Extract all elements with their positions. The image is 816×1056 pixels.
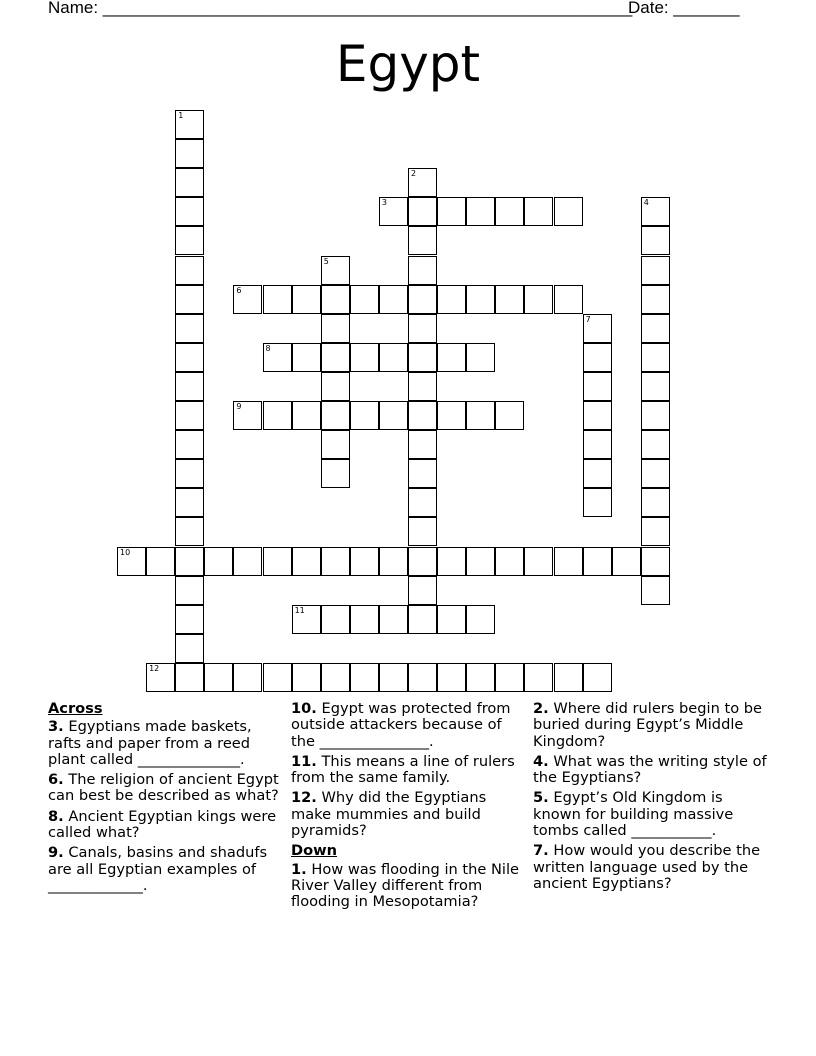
clue-number-label: 11. <box>291 752 317 770</box>
grid-cell[interactable] <box>350 663 379 692</box>
clue-number: 8 <box>265 343 271 353</box>
grid-cell[interactable] <box>408 547 437 576</box>
grid-cell[interactable] <box>146 663 175 692</box>
grid-cell[interactable] <box>350 285 379 314</box>
grid-cell[interactable] <box>379 343 408 372</box>
grid-cell[interactable] <box>175 197 204 226</box>
clue-item <box>291 862 527 911</box>
clue-item <box>291 790 527 839</box>
grid-cell[interactable] <box>641 576 670 605</box>
clue-text: Why did the Egyptians make mummies and build pyramids? <box>291 789 487 840</box>
grid-cell[interactable] <box>583 372 612 401</box>
grid-cell[interactable] <box>495 401 524 430</box>
grid-cell[interactable] <box>321 663 350 692</box>
clue-text: How was flooding in the Nile River Valley different from flooding in Mesopotamia? <box>291 860 519 911</box>
grid-cell[interactable] <box>233 663 262 692</box>
grid-cell[interactable] <box>524 663 553 692</box>
grid-cell[interactable] <box>466 401 495 430</box>
clue-item <box>48 809 284 842</box>
grid-cell[interactable] <box>554 197 583 226</box>
clue-text: Egypt was protected from outside attackers because of the _______________. <box>291 700 511 750</box>
grid-cell[interactable] <box>204 547 233 576</box>
grid-cell[interactable] <box>292 547 321 576</box>
grid-cell[interactable] <box>583 314 612 343</box>
grid-cell[interactable] <box>175 517 204 546</box>
grid-cell[interactable] <box>495 285 524 314</box>
grid-cell[interactable] <box>554 663 583 692</box>
grid-cell[interactable] <box>321 547 350 576</box>
grid-cell[interactable] <box>321 401 350 430</box>
clue-number-label: 1. <box>291 860 307 878</box>
grid-cell[interactable] <box>175 168 204 197</box>
grid-cell[interactable] <box>408 488 437 517</box>
grid-cell[interactable] <box>466 663 495 692</box>
grid-cell[interactable] <box>583 547 612 576</box>
grid-cell[interactable] <box>175 576 204 605</box>
grid-cell[interactable] <box>175 110 204 139</box>
clue-number: 4 <box>643 198 649 208</box>
clue-text: Where did rulers begin to be buried during Egypt’s Middle Kingdom? <box>533 700 763 750</box>
grid-cell[interactable] <box>379 663 408 692</box>
grid-cell[interactable] <box>408 401 437 430</box>
grid-cell[interactable] <box>641 401 670 430</box>
grid-cell[interactable] <box>379 285 408 314</box>
grid-cell[interactable] <box>641 226 670 255</box>
grid-cell[interactable] <box>175 256 204 285</box>
grid-cell[interactable] <box>641 372 670 401</box>
grid-cell[interactable] <box>524 285 553 314</box>
grid-cell[interactable] <box>175 634 204 663</box>
grid-cell[interactable] <box>641 343 670 372</box>
clue-number-label: 2. <box>533 700 549 717</box>
grid-cell[interactable] <box>146 547 175 576</box>
grid-cell[interactable] <box>292 605 321 634</box>
grid-cell[interactable] <box>175 343 204 372</box>
grid-cell[interactable] <box>379 197 408 226</box>
grid-cell[interactable] <box>466 343 495 372</box>
grid-cell[interactable] <box>321 256 350 285</box>
grid-cell[interactable] <box>292 401 321 430</box>
grid-cell[interactable] <box>321 314 350 343</box>
grid-cell[interactable] <box>175 314 204 343</box>
grid-cell[interactable] <box>554 285 583 314</box>
clue-number-label: 3. <box>48 718 64 736</box>
clue-number-label: 7. <box>533 842 549 860</box>
clue-section-heading: Across <box>48 700 103 717</box>
grid-cell[interactable] <box>292 285 321 314</box>
grid-cell[interactable] <box>641 430 670 459</box>
grid-cell[interactable] <box>495 547 524 576</box>
clue-number-label: 6. <box>48 771 64 789</box>
grid-cell[interactable] <box>408 517 437 546</box>
grid-cell[interactable] <box>641 547 670 576</box>
clue-text: This means a line of rulers from the same family. <box>291 752 515 787</box>
grid-cell[interactable] <box>641 314 670 343</box>
grid-cell[interactable] <box>233 547 262 576</box>
grid-cell[interactable] <box>437 663 466 692</box>
grid-cell[interactable] <box>524 547 553 576</box>
grid-cell[interactable] <box>379 401 408 430</box>
grid-cell[interactable] <box>408 459 437 488</box>
grid-cell[interactable] <box>292 663 321 692</box>
grid-cell[interactable] <box>321 372 350 401</box>
clue-text: What was the writing style of the Egyptians? <box>533 752 767 787</box>
grid-cell[interactable] <box>641 488 670 517</box>
grid-cell[interactable] <box>437 285 466 314</box>
grid-cell[interactable] <box>408 168 437 197</box>
grid-cell[interactable] <box>263 343 292 372</box>
grid-cell[interactable] <box>175 663 204 692</box>
clue-number: 3 <box>381 198 387 208</box>
grid-cell[interactable] <box>495 663 524 692</box>
grid-cell[interactable] <box>641 459 670 488</box>
grid-cell[interactable] <box>408 314 437 343</box>
grid-cell[interactable] <box>583 459 612 488</box>
grid-cell[interactable] <box>554 547 583 576</box>
grid-cell[interactable] <box>379 605 408 634</box>
clue-number: 9 <box>236 402 242 411</box>
grid-cell[interactable] <box>204 663 233 692</box>
clues-column-1 <box>48 701 284 898</box>
grid-cell[interactable] <box>408 285 437 314</box>
clue-text: Ancient Egyptian kings were called what? <box>48 807 277 842</box>
grid-cell[interactable] <box>437 197 466 226</box>
grid-cell[interactable] <box>466 547 495 576</box>
clue-item <box>533 701 769 750</box>
grid-cell[interactable] <box>641 517 670 546</box>
grid-cell[interactable] <box>495 197 524 226</box>
grid-cell[interactable] <box>175 459 204 488</box>
clue-number: 11 <box>294 605 305 615</box>
grid-cell[interactable] <box>408 605 437 634</box>
grid-cell[interactable] <box>263 547 292 576</box>
grid-cell[interactable] <box>321 459 350 488</box>
grid-cell[interactable] <box>408 226 437 255</box>
clue-number: 12 <box>149 663 160 673</box>
grid-cell[interactable] <box>583 401 612 430</box>
grid-cell[interactable] <box>437 343 466 372</box>
grid-cell[interactable] <box>175 488 204 517</box>
clue-number-label: 10. <box>291 700 317 717</box>
clue-number-label: 5. <box>533 789 549 807</box>
grid-cell[interactable] <box>583 343 612 372</box>
page-title: Egypt <box>335 35 481 93</box>
clue-number: 2 <box>411 169 417 179</box>
grid-cell[interactable] <box>408 576 437 605</box>
grid-cell[interactable] <box>641 197 670 226</box>
grid-cell[interactable] <box>641 256 670 285</box>
grid-cell[interactable] <box>175 605 204 634</box>
clue-number: 5 <box>323 256 329 266</box>
grid-cell[interactable] <box>466 605 495 634</box>
clue-item <box>533 790 769 839</box>
clue-text: Canals, basins and shadufs are all Egyptian examples of _____________. <box>48 844 268 894</box>
grid-cell[interactable] <box>437 605 466 634</box>
clue-number-label: 4. <box>533 752 549 770</box>
clue-number-label: 8. <box>48 807 64 825</box>
grid-cell[interactable] <box>321 430 350 459</box>
clues-column-3 <box>533 701 769 896</box>
grid-cell[interactable] <box>583 488 612 517</box>
clue-item <box>533 843 769 892</box>
clue-number: 10 <box>120 547 131 557</box>
clue-item <box>291 701 527 750</box>
grid-cell[interactable] <box>175 139 204 168</box>
clue-item <box>48 719 284 768</box>
grid-cell[interactable] <box>408 372 437 401</box>
grid-cell[interactable] <box>437 401 466 430</box>
grid-cell[interactable] <box>408 256 437 285</box>
clue-item <box>533 754 769 787</box>
name-label: Name: <box>48 0 103 17</box>
clue-text: How would you describe the written language used by the ancient Egyptians? <box>533 842 761 892</box>
grid-cell[interactable] <box>641 285 670 314</box>
grid-cell[interactable] <box>233 401 262 430</box>
grid-cell[interactable] <box>583 430 612 459</box>
date-label: Date: _______ <box>628 0 740 17</box>
grid-cell[interactable] <box>263 401 292 430</box>
grid-cell[interactable] <box>175 226 204 255</box>
clue-item <box>48 772 284 805</box>
grid-cell[interactable] <box>408 197 437 226</box>
grid-cell[interactable] <box>175 372 204 401</box>
grid-cell[interactable] <box>350 343 379 372</box>
grid-cell[interactable] <box>321 605 350 634</box>
grid-cell[interactable] <box>292 343 321 372</box>
grid-cell[interactable] <box>612 547 641 576</box>
grid-cell[interactable] <box>408 430 437 459</box>
grid-cell[interactable] <box>350 547 379 576</box>
clue-number: 6 <box>236 285 242 295</box>
clue-section-heading: Down <box>291 842 338 860</box>
clue-number: 7 <box>585 314 591 324</box>
clue-item <box>48 845 284 894</box>
grid-cell[interactable] <box>437 547 466 576</box>
grid-cell[interactable] <box>350 401 379 430</box>
grid-cell[interactable] <box>408 663 437 692</box>
clue-number-label: 9. <box>48 844 64 862</box>
grid-cell[interactable] <box>117 547 146 576</box>
grid-cell[interactable] <box>466 285 495 314</box>
grid-cell[interactable] <box>583 663 612 692</box>
grid-cell[interactable] <box>524 197 553 226</box>
grid-cell[interactable] <box>233 285 262 314</box>
grid-cell[interactable] <box>175 401 204 430</box>
clue-number-label: 12. <box>291 789 317 807</box>
clue-text: Egyptians made baskets, rafts and paper from a reed plant called ______________. <box>48 718 252 768</box>
clue-item <box>291 754 527 787</box>
grid-cell[interactable] <box>408 343 437 372</box>
grid-cell[interactable] <box>350 605 379 634</box>
clues-column-2 <box>291 701 527 915</box>
grid-cell[interactable] <box>321 343 350 372</box>
clue-text: Egypt’s Old Kingdom is known for building massive tombs called ___________. <box>533 789 734 840</box>
name-line: ________________________________________________________ <box>102 0 633 17</box>
grid-cell[interactable] <box>263 285 292 314</box>
grid-cell[interactable] <box>379 547 408 576</box>
clue-number: 1 <box>178 111 184 120</box>
grid-cell[interactable] <box>321 285 350 314</box>
grid-cell[interactable] <box>175 547 204 576</box>
grid-cell[interactable] <box>263 663 292 692</box>
clue-text: The religion of ancient Egypt can best be described as what? <box>48 771 279 805</box>
grid-cell[interactable] <box>175 285 204 314</box>
grid-cell[interactable] <box>175 430 204 459</box>
grid-cell[interactable] <box>466 197 495 226</box>
